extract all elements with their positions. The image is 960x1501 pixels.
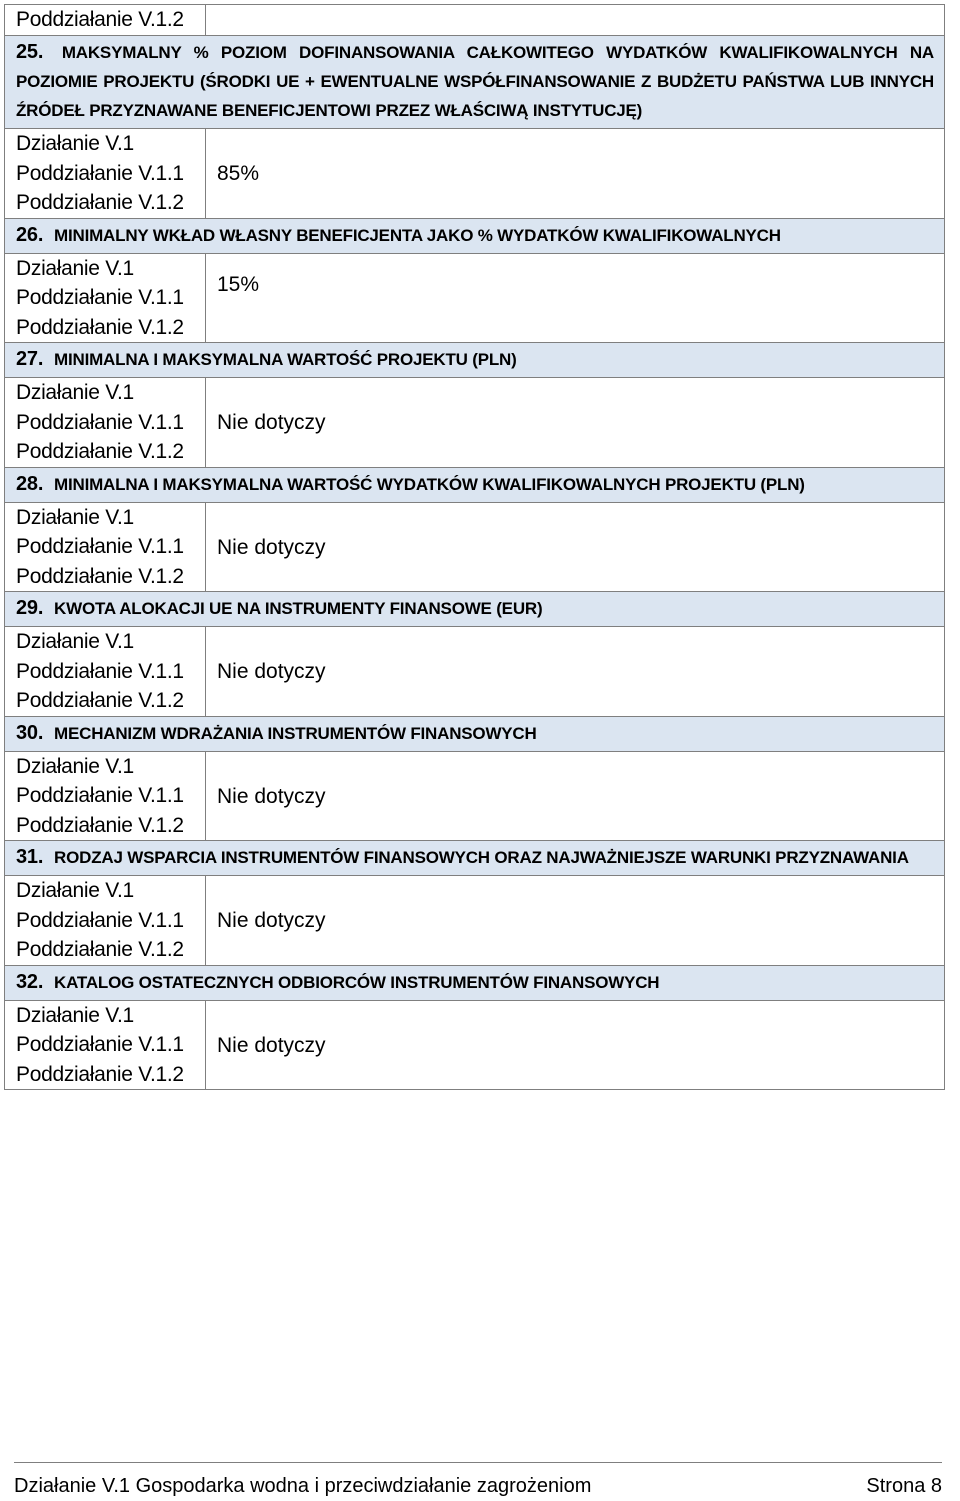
row-label: Działanie V.1 bbox=[16, 630, 134, 653]
section-title: MAKSYMALNY % POZIOM DOFINANSOWANIA CAŁKOWITEGO WYDATKÓW KWALIFIKOWALNYCH NA POZIOMIE PROJEKTU (ŚRODKI UE + EWENTUALNE WSPÓŁFINANSOWANIE Z BUDŻETU PAŃSTWA LUB INNYCH ŹRÓDEŁ PRZYZNAWANE BENEFICJENTOWI PRZEZ WŁAŚCIWĄ INSTYTUCJĘ) bbox=[16, 43, 934, 120]
row-label: Poddziałanie V.1.2 bbox=[16, 8, 184, 31]
row-label: Poddziałanie V.1.1 bbox=[16, 659, 184, 683]
section-title: RODZAJ WSPARCIA INSTRUMENTÓW FINANSOWYCH ORAZ NAJWAŻNIEJSZE WARUNKI PRZYZNAWANIA bbox=[54, 848, 909, 867]
section-value bbox=[206, 1001, 944, 1090]
section-value-text: Nie dotyczy bbox=[217, 909, 326, 932]
page-footer bbox=[14, 1462, 942, 1498]
row-label: Poddziałanie V.1.2 bbox=[16, 440, 184, 463]
section-value-text: Nie dotyczy bbox=[217, 660, 326, 683]
row-label: Działanie V.1 bbox=[16, 132, 134, 155]
section-body bbox=[5, 1001, 945, 1091]
section-number: 32. bbox=[16, 970, 44, 993]
section-value bbox=[206, 129, 944, 218]
section-body bbox=[5, 876, 945, 966]
section-title: MINIMALNA I MAKSYMALNA WARTOŚĆ PROJEKTU (PLN) bbox=[54, 350, 517, 369]
section-value bbox=[206, 752, 944, 841]
row-label: Poddziałanie V.1.1 bbox=[16, 908, 184, 932]
row-labels bbox=[5, 129, 206, 218]
row-labels bbox=[5, 1001, 206, 1090]
section-number: 26. bbox=[16, 223, 44, 246]
section-value-text: 85% bbox=[217, 162, 260, 185]
row-labels bbox=[5, 627, 206, 716]
section-title: KWOTA ALOKACJI UE NA INSTRUMENTY FINANSOWE (EUR) bbox=[54, 599, 543, 618]
section-body bbox=[5, 378, 945, 468]
row-label: Poddziałanie V.1.1 bbox=[16, 286, 184, 309]
section-header bbox=[5, 966, 945, 1001]
section-header bbox=[5, 468, 945, 503]
row-labels bbox=[5, 503, 206, 592]
section-body bbox=[5, 129, 945, 219]
footer-title: Działanie V.1 Gospodarka wodna i przeciwdziałanie zagrożeniom bbox=[14, 1475, 592, 1497]
row-labels bbox=[5, 5, 206, 35]
row-value bbox=[206, 5, 944, 35]
section-value-text: Nie dotyczy bbox=[217, 411, 326, 434]
row-labels bbox=[5, 876, 206, 965]
row-label: Działanie V.1 bbox=[16, 256, 134, 280]
section-value bbox=[206, 503, 944, 592]
section-body bbox=[5, 752, 945, 842]
row-label: Poddziałanie V.1.1 bbox=[16, 1033, 184, 1056]
row-label: Poddziałanie V.1.2 bbox=[16, 938, 184, 961]
row-label: Działanie V.1 bbox=[16, 505, 134, 529]
section-value-text: Nie dotyczy bbox=[217, 535, 326, 559]
section-value-text: 15% bbox=[217, 272, 260, 296]
section-number: 27. bbox=[16, 348, 44, 370]
section-header bbox=[5, 219, 945, 254]
row-label: Poddziałanie V.1.2 bbox=[16, 1062, 184, 1086]
row-labels bbox=[5, 254, 206, 343]
row-label: Poddziałanie V.1.1 bbox=[16, 784, 184, 807]
section-header bbox=[5, 841, 945, 876]
row-label: Poddziałanie V.1.2 bbox=[16, 315, 184, 339]
row-label: Poddziałanie V.1.2 bbox=[16, 813, 184, 837]
row-label: Poddziałanie V.1.1 bbox=[16, 410, 184, 434]
section-header bbox=[5, 717, 945, 752]
section-value bbox=[206, 876, 944, 965]
section-number: 29. bbox=[16, 597, 44, 619]
section-body bbox=[5, 254, 945, 344]
section-title: MINIMALNA I MAKSYMALNA WARTOŚĆ WYDATKÓW KWALIFIKOWALNYCH PROJEKTU (PLN) bbox=[54, 474, 805, 494]
section-number: 28. bbox=[16, 472, 44, 495]
section-value bbox=[206, 627, 944, 716]
section-header bbox=[5, 592, 945, 627]
page-number: Strona 8 bbox=[866, 1475, 942, 1497]
row-label: Działanie V.1 bbox=[16, 754, 134, 778]
row-label: Poddziałanie V.1.2 bbox=[16, 564, 184, 588]
section-value bbox=[206, 378, 944, 467]
row-label: Poddziałanie V.1.1 bbox=[16, 161, 184, 185]
row-label: Poddziałanie V.1.2 bbox=[16, 191, 184, 214]
row-label: Poddziałanie V.1.1 bbox=[16, 535, 184, 558]
row-label: Działanie V.1 bbox=[16, 1003, 134, 1027]
section-value-text: Nie dotyczy bbox=[217, 784, 326, 808]
section-value bbox=[206, 254, 944, 343]
section-number: 31. bbox=[16, 846, 44, 868]
section-title: KATALOG OSTATECZNYCH ODBIORCÓW INSTRUMENTÓW FINANSOWYCH bbox=[54, 972, 660, 992]
row-labels bbox=[5, 378, 206, 467]
top-partial-row bbox=[5, 5, 945, 36]
row-label: Działanie V.1 bbox=[16, 381, 134, 404]
row-label: Działanie V.1 bbox=[16, 879, 134, 902]
section-title: MECHANIZM WDRAŻANIA INSTRUMENTÓW FINANSOWYCH bbox=[54, 723, 537, 743]
section-title: MINIMALNY WKŁAD WŁASNY BENEFICJENTA JAKO % WYDATKÓW KWALIFIKOWALNYCH bbox=[54, 225, 781, 245]
row-label: Poddziałanie V.1.2 bbox=[16, 689, 184, 712]
section-header bbox=[5, 36, 945, 129]
section-body bbox=[5, 627, 945, 717]
section-body bbox=[5, 503, 945, 593]
section-value-text: Nie dotyczy bbox=[217, 1033, 326, 1057]
section-number: 30. bbox=[16, 721, 44, 744]
section-header bbox=[5, 343, 945, 378]
row-labels bbox=[5, 752, 206, 841]
section-number: 25. bbox=[16, 41, 44, 63]
document-table bbox=[4, 4, 945, 1090]
